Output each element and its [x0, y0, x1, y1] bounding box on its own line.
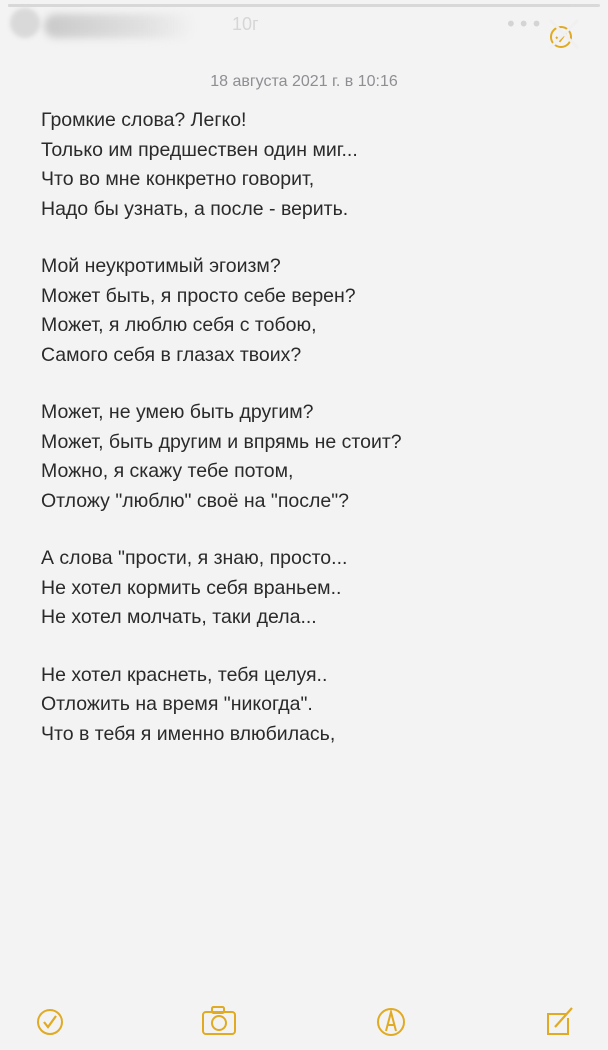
- note-line: Можно, я скажу тебе потом,: [41, 460, 294, 482]
- note-stanza: [41, 398, 588, 516]
- story-time: 10г: [232, 14, 259, 34]
- note-stanza: [41, 252, 588, 370]
- note-line: Отложу "люблю" своё на "после"?: [41, 489, 349, 512]
- compose-icon[interactable]: [542, 1000, 578, 1040]
- note-line: Что в тебя я именно влюбилась,: [41, 722, 336, 745]
- camera-icon[interactable]: [198, 1000, 242, 1040]
- note-line: Не хотел молчать, таки дела...: [41, 606, 317, 628]
- username-blurred[interactable]: [44, 14, 194, 38]
- note-line: Не хотел кормить себя враньем..: [41, 576, 342, 599]
- note-line: Может, я люблю себя с тобою,: [41, 314, 317, 336]
- note-line: Только им предшествен один миг...: [41, 138, 358, 161]
- note-line: Может быть, я просто себе верен?: [41, 284, 356, 307]
- note-body[interactable]: [41, 106, 588, 777]
- bottom-toolbar: [0, 1000, 608, 1044]
- note-stanza: [41, 544, 588, 633]
- note-line: Самого себя в глазах твоих?: [41, 343, 302, 366]
- note-date: 18 августа 2021 г. в 10:16: [210, 73, 398, 90]
- close-icon[interactable]: [544, 14, 584, 54]
- note-line: Надо бы узнать, а после - верить.: [41, 197, 349, 220]
- note-line: А слова "прости, я знаю, просто...: [41, 547, 348, 569]
- checklist-icon[interactable]: [34, 1000, 70, 1040]
- note-line: Не хотел краснеть, тебя целуя..: [41, 663, 328, 686]
- story-header: [0, 0, 608, 60]
- note-line: Может, быть другим и впрямь не стоит?: [41, 430, 402, 453]
- avatar[interactable]: [10, 8, 40, 38]
- note-line: Мой неукротимый эгоизм?: [41, 255, 281, 277]
- note-line: Что во мне конкретно говорит,: [41, 168, 315, 190]
- markup-icon[interactable]: [374, 1000, 410, 1040]
- note-line: Отложить на время "никогда".: [41, 693, 313, 715]
- note-line: Громкие слова? Легко!: [41, 109, 247, 131]
- more-icon[interactable]: •••: [505, 12, 544, 36]
- note-line: Может, не умею быть другим?: [41, 401, 314, 423]
- note-stanza: [41, 661, 588, 750]
- note-stanza: [41, 106, 588, 224]
